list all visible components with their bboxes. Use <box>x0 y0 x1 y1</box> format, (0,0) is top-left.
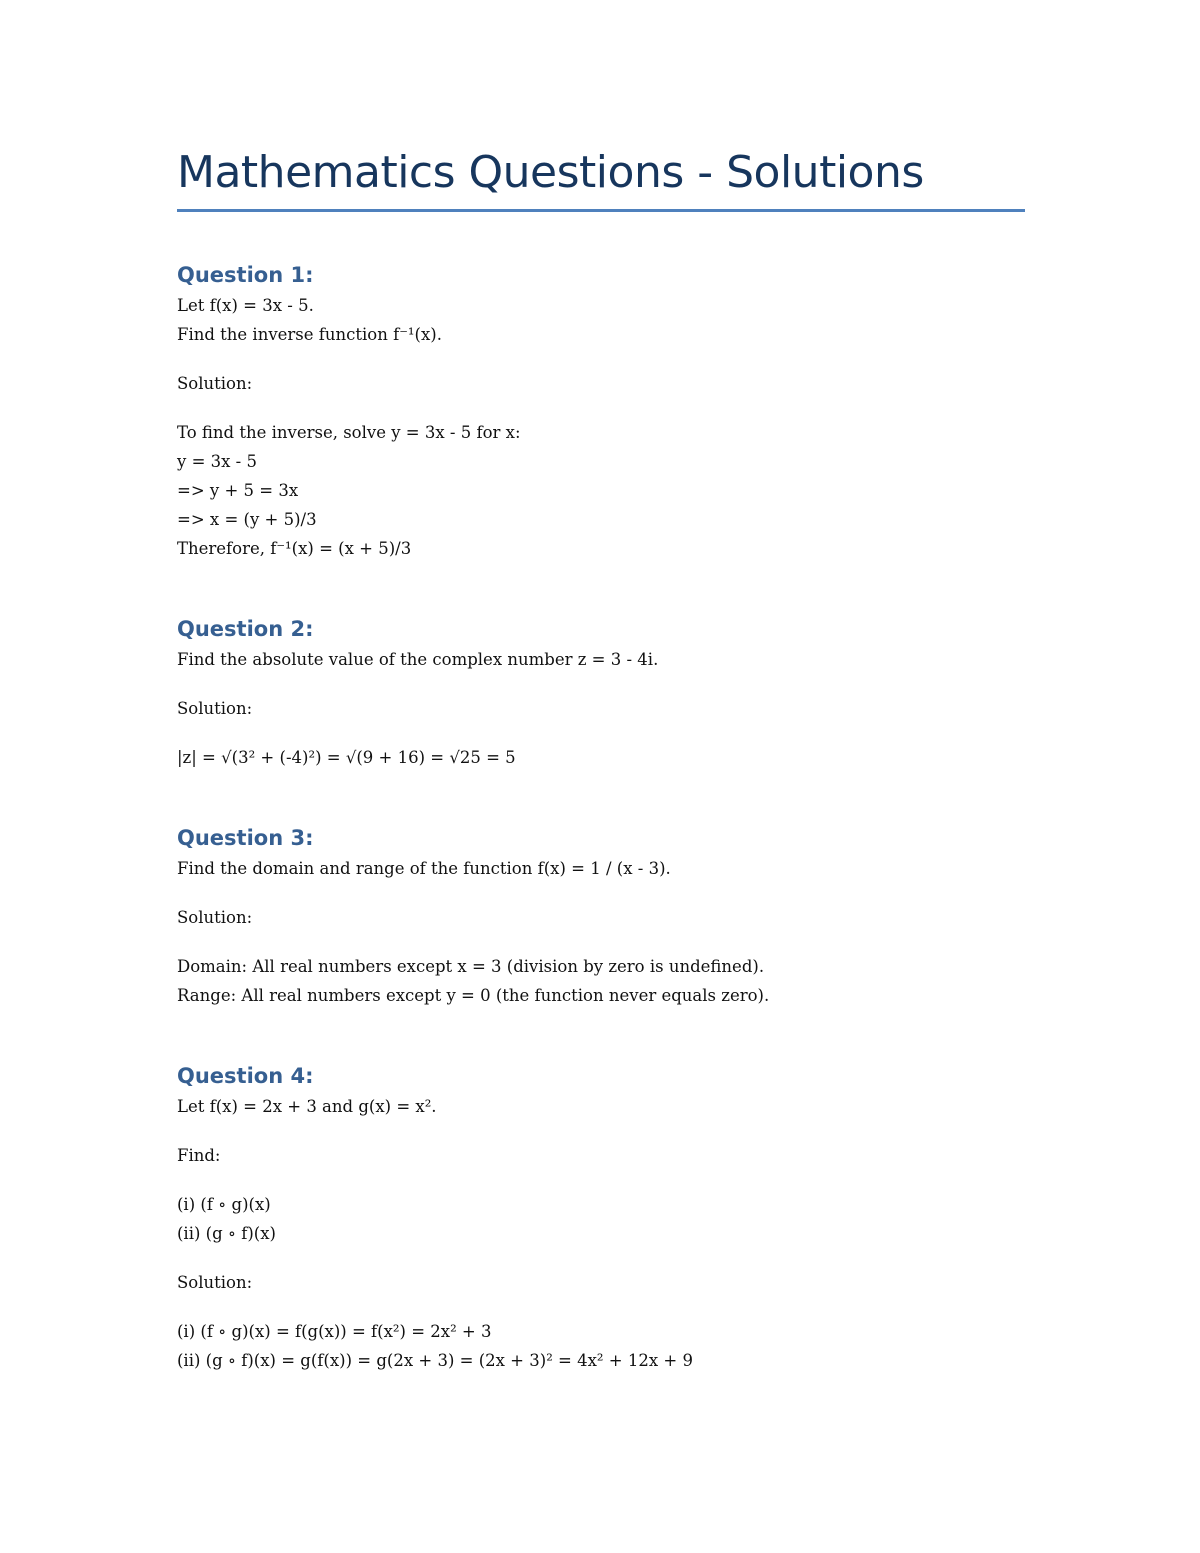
question-2 <box>177 613 1025 772</box>
question-3 <box>177 822 1025 1010</box>
question-1 <box>177 259 1025 563</box>
question-1-prompt-line: Let f(x) = 3x - 5. <box>177 296 314 315</box>
question-1-solution-line: Therefore, f⁻¹(x) = (x + 5)/3 <box>177 539 412 558</box>
question-1-heading: Question 1: <box>177 263 314 287</box>
question-4-heading: Question 4: <box>177 1064 314 1088</box>
question-4-solution-line: (i) (f ∘ g)(x) = f(g(x)) = f(x²) = 2x² + 3 <box>177 1322 492 1341</box>
document-page <box>177 140 1025 1375</box>
question-2-heading: Question 2: <box>177 617 314 641</box>
question-4-part: (i) (f ∘ g)(x) <box>177 1195 271 1214</box>
question-4-solution-label: Solution: <box>177 1273 253 1292</box>
question-4-solution-line: (ii) (g ∘ f)(x) = g(f(x)) = g(2x + 3) = (2x + 3)² = 4x² + 12x + 9 <box>177 1351 693 1370</box>
question-3-prompt-line: Find the domain and range of the function f(x) = 1 / (x - 3). <box>177 859 671 878</box>
question-1-solution-line: To find the inverse, solve y = 3x - 5 for x: <box>177 423 521 442</box>
question-3-heading: Question 3: <box>177 826 314 850</box>
question-4-prompt-line: Let f(x) = 2x + 3 and g(x) = x². <box>177 1097 437 1116</box>
question-4-part: (ii) (g ∘ f)(x) <box>177 1224 276 1243</box>
document-title: Mathematics Questions - Solutions <box>177 147 924 198</box>
question-3-solution-line: Domain: All real numbers except x = 3 (division by zero is undefined). <box>177 957 765 976</box>
question-4-find-label: Find: <box>177 1146 221 1165</box>
question-3-solution-line: Range: All real numbers except y = 0 (the function never equals zero). <box>177 986 770 1005</box>
question-2-solution-line: |z| = √(3² + (-4)²) = √(9 + 16) = √25 = 5 <box>177 748 516 767</box>
question-1-solution-line: => y + 5 = 3x <box>177 481 299 500</box>
title-underline <box>177 209 1025 212</box>
question-3-solution-label: Solution: <box>177 908 253 927</box>
question-1-solution-line: => x = (y + 5)/3 <box>177 510 317 529</box>
question-2-prompt-line: Find the absolute value of the complex number z = 3 - 4i. <box>177 650 659 669</box>
question-1-prompt-line: Find the inverse function f⁻¹(x). <box>177 325 442 344</box>
question-1-solution-line: y = 3x - 5 <box>177 452 258 471</box>
question-1-solution-label: Solution: <box>177 374 253 393</box>
question-2-solution-label: Solution: <box>177 699 253 718</box>
question-4 <box>177 1060 1025 1375</box>
